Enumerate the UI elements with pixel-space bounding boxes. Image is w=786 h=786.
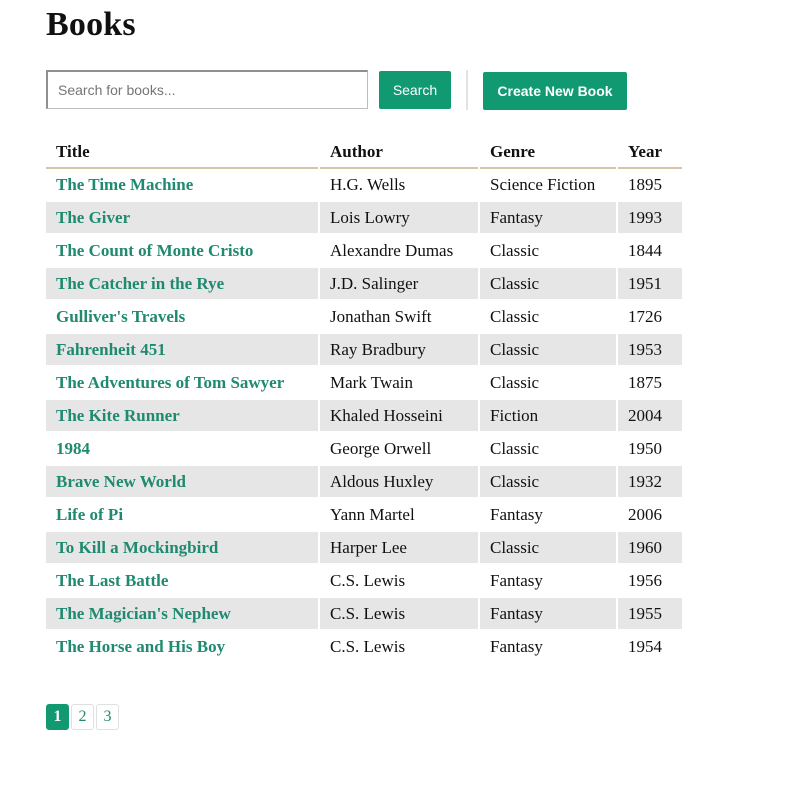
table-row [46,235,682,268]
table-row [46,169,682,202]
table-row [46,334,682,367]
book-genre-cell: Classic [480,268,616,301]
book-title-link[interactable]: The Count of Monte Cristo [56,240,254,260]
books-table [44,136,684,664]
book-genre-cell: Science Fiction [480,169,616,202]
table-row [46,466,682,499]
book-year-cell: 2006 [618,499,682,532]
book-title-link[interactable]: The Giver [56,207,131,227]
book-year-cell: 1993 [618,202,682,235]
book-title-cell [46,433,318,466]
book-title-link[interactable]: The Last Battle [56,570,169,590]
book-author-cell: Jonathan Swift [320,301,478,334]
book-author-cell: Aldous Huxley [320,466,478,499]
book-title-link[interactable]: The Horse and His Boy [56,636,226,656]
book-title-link[interactable]: Brave New World [56,471,187,491]
book-title-cell [46,565,318,598]
book-title-link[interactable]: The Magician's Nephew [56,603,231,623]
book-author-cell: H.G. Wells [320,169,478,202]
table-row [46,301,682,334]
book-genre-cell: Classic [480,334,616,367]
book-genre-cell: Fantasy [480,565,616,598]
book-title-cell [46,499,318,532]
book-year-cell: 1960 [618,532,682,565]
book-genre-cell: Classic [480,433,616,466]
table-row [46,598,682,631]
create-new-book-button[interactable]: Create New Book [483,72,627,110]
book-title-cell [46,202,318,235]
book-year-cell: 1954 [618,631,682,664]
book-genre-cell: Classic [480,235,616,268]
table-row [46,499,682,532]
book-title-cell [46,334,318,367]
book-genre-cell: Fantasy [480,202,616,235]
search-button[interactable]: Search [379,71,451,109]
book-year-cell: 1956 [618,565,682,598]
book-genre-cell: Fiction [480,400,616,433]
toolbar [46,70,646,110]
book-year-cell: 1875 [618,367,682,400]
book-author-cell: Khaled Hosseini [320,400,478,433]
book-author-cell: Ray Bradbury [320,334,478,367]
table-row [46,631,682,664]
book-author-cell: George Orwell [320,433,478,466]
book-genre-cell: Classic [480,532,616,565]
toolbar-divider [466,70,468,110]
book-title-link[interactable]: The Adventures of Tom Sawyer [56,372,285,392]
search-input[interactable] [46,70,368,109]
column-header-author[interactable]: Author [320,136,478,169]
book-year-cell: 1726 [618,301,682,334]
book-title-link[interactable]: To Kill a Mockingbird [56,537,219,557]
table-row [46,433,682,466]
page-button-3[interactable]: 3 [96,704,119,730]
table-row [46,367,682,400]
book-title-link[interactable]: 1984 [56,438,90,458]
page-button-2[interactable]: 2 [71,704,94,730]
book-genre-cell: Classic [480,367,616,400]
book-year-cell: 1955 [618,598,682,631]
book-genre-cell: Classic [480,301,616,334]
book-title-cell [46,268,318,301]
column-header-genre[interactable]: Genre [480,136,616,169]
book-title-cell [46,466,318,499]
book-author-cell: Alexandre Dumas [320,235,478,268]
book-author-cell: J.D. Salinger [320,268,478,301]
table-header-row [46,136,682,169]
column-header-year[interactable]: Year [618,136,682,169]
book-title-link[interactable]: The Catcher in the Rye [56,273,225,293]
book-title-cell [46,598,318,631]
book-year-cell: 1895 [618,169,682,202]
table-row [46,400,682,433]
book-title-link[interactable]: Fahrenheit 451 [56,339,166,359]
book-author-cell: C.S. Lewis [320,631,478,664]
book-author-cell: C.S. Lewis [320,598,478,631]
book-author-cell: Mark Twain [320,367,478,400]
pagination [46,704,119,730]
book-title-cell [46,532,318,565]
book-title-cell [46,631,318,664]
column-header-title[interactable]: Title [46,136,318,169]
book-author-cell: Harper Lee [320,532,478,565]
book-title-link[interactable]: Life of Pi [56,504,124,524]
book-year-cell: 2004 [618,400,682,433]
book-year-cell: 1951 [618,268,682,301]
book-title-cell [46,169,318,202]
table-row [46,532,682,565]
page-title: Books [46,6,136,43]
book-title-link[interactable]: The Kite Runner [56,405,180,425]
book-author-cell: Yann Martel [320,499,478,532]
book-title-cell [46,235,318,268]
page-button-1[interactable]: 1 [46,704,69,730]
book-author-cell: Lois Lowry [320,202,478,235]
book-year-cell: 1844 [618,235,682,268]
book-title-cell [46,367,318,400]
book-genre-cell: Fantasy [480,631,616,664]
book-title-cell [46,301,318,334]
table-row [46,202,682,235]
book-title-link[interactable]: The Time Machine [56,174,194,194]
table-row [46,565,682,598]
table-row [46,268,682,301]
book-genre-cell: Fantasy [480,598,616,631]
book-author-cell: C.S. Lewis [320,565,478,598]
book-title-cell [46,400,318,433]
book-genre-cell: Fantasy [480,499,616,532]
book-genre-cell: Classic [480,466,616,499]
book-year-cell: 1950 [618,433,682,466]
book-title-link[interactable]: Gulliver's Travels [56,306,186,326]
books-table-body [46,169,682,664]
book-year-cell: 1953 [618,334,682,367]
book-year-cell: 1932 [618,466,682,499]
